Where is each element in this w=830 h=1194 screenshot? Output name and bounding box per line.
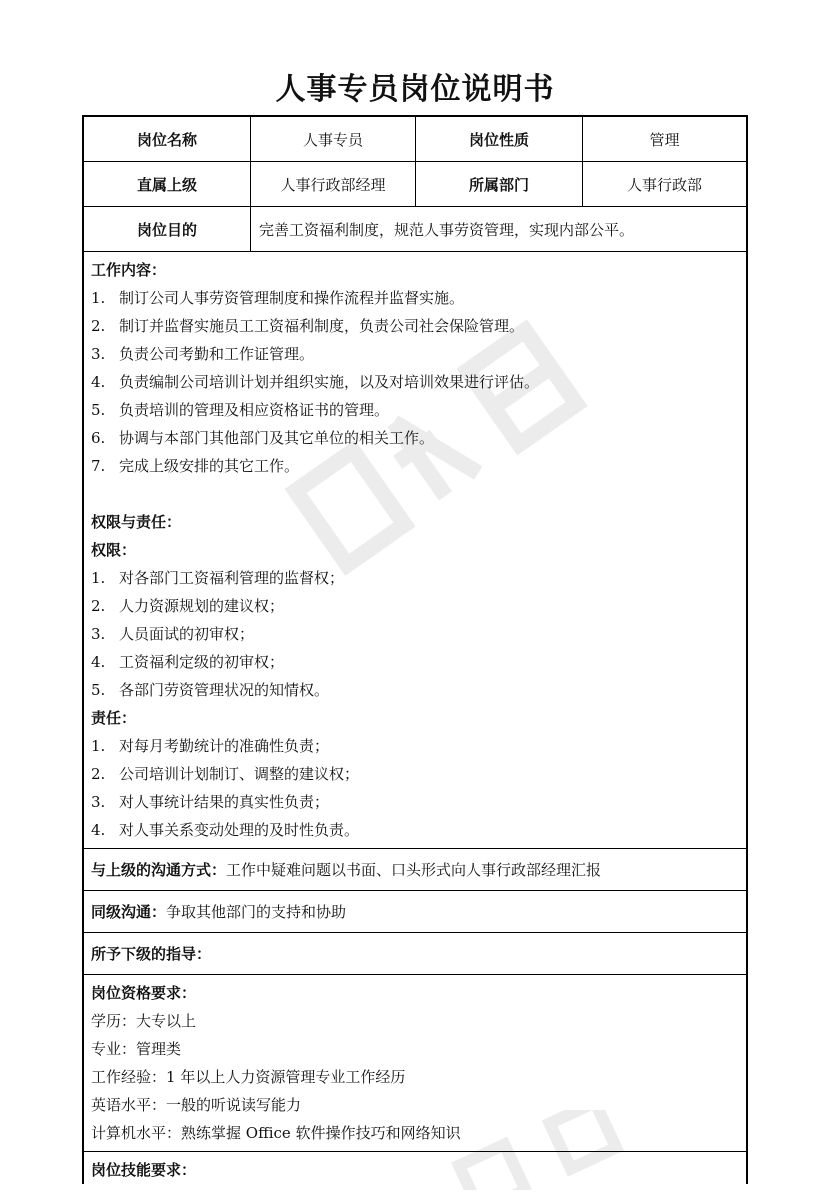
table-row-superior xyxy=(84,162,746,207)
list-item: 英语水平：一般的听说读写能力 xyxy=(91,1096,302,1114)
list-item: 4. 负责编制公司培训计划并组织实施，以及对培训效果进行评估。 xyxy=(91,373,540,391)
list-item: 专业：管理类 xyxy=(91,1040,182,1058)
list-item: 学历：大专以上 xyxy=(91,1012,197,1030)
list-item: 2. 人力资源规划的建议权； xyxy=(91,597,285,615)
list-item: 工作经验：1 年以上人力资源管理专业工作经历 xyxy=(91,1068,406,1086)
list-item: 5. 各部门劳资管理状况的知情权。 xyxy=(91,681,330,699)
skills-heading: 岗位技能要求： xyxy=(91,1161,197,1179)
table-row-position xyxy=(84,117,746,162)
list-item: 6. 协调与本部门其他部门及其它单位的相关工作。 xyxy=(91,429,435,447)
list-item: 5. 负责培训的管理及相应资格证书的管理。 xyxy=(91,401,390,419)
powers-heading: 权限： xyxy=(91,541,137,559)
purpose-label: 岗位目的 xyxy=(84,207,251,251)
list-item: 1. 对各部门工资福利管理的监督权； xyxy=(91,569,345,587)
guidance-label: 所予下级的指导： xyxy=(91,945,212,963)
list-item: 1. 制订公司人事劳资管理制度和操作流程并监督实施。 xyxy=(91,289,465,307)
qualifications-heading: 岗位资格要求： xyxy=(91,984,197,1002)
position-nature-value: 管理 xyxy=(649,130,680,149)
communication-peer-label: 同级沟通： xyxy=(91,903,167,921)
list-item: 2. 公司培训计划制订、调整的建议权； xyxy=(91,765,360,783)
authority-heading: 权限与责任： xyxy=(91,513,182,531)
list-item: 1. 对每月考勤统计的准确性负责； xyxy=(91,737,330,755)
list-item: 4. 工资福利定级的初审权； xyxy=(91,653,285,671)
list-item: 3. 人员面试的初审权； xyxy=(91,625,255,643)
communication-peer-value: 争取其他部门的支持和协助 xyxy=(166,903,347,921)
table-row-communication-up xyxy=(84,849,746,891)
duties-heading: 责任： xyxy=(91,709,137,727)
communication-up-value: 工作中疑难问题以书面、口头形式向人事行政部经理汇报 xyxy=(226,861,602,879)
table-row-purpose xyxy=(84,207,746,252)
superior-value: 人事行政部经理 xyxy=(251,162,416,206)
purpose-value: 完善工资福利制度，规范人事劳资管理，实现内部公平。 xyxy=(259,220,635,239)
table-row-qualifications xyxy=(84,975,746,1152)
position-name-label: 岗位名称 xyxy=(84,117,251,161)
communication-up-label: 与上级的沟通方式： xyxy=(91,861,227,879)
superior-label: 直属上级 xyxy=(84,162,251,206)
position-nature-label: 岗位性质 xyxy=(416,117,583,161)
table-row-guidance xyxy=(84,933,746,975)
list-item: 3. 对人事统计结果的真实性负责； xyxy=(91,793,330,811)
list-item: 4. 对人事关系变动处理的及时性负责。 xyxy=(91,821,360,839)
communication-up xyxy=(84,849,608,890)
communication-peer xyxy=(84,891,353,932)
table-row-work-authority xyxy=(84,252,746,849)
table-row-skills xyxy=(84,1152,746,1184)
list-item: 2. 制订并监督实施员工工资福利制度，负责公司社会保险管理。 xyxy=(91,317,525,335)
spacer xyxy=(91,480,739,508)
position-name-value: 人事专员 xyxy=(251,117,416,161)
guidance xyxy=(84,933,218,974)
table-row-communication-peer xyxy=(84,891,746,933)
department-label: 所属部门 xyxy=(416,162,583,206)
work-heading: 工作内容： xyxy=(91,261,167,279)
qualifications-section xyxy=(84,975,746,1151)
list-item: 7. 完成上级安排的其它工作。 xyxy=(91,457,300,475)
list-item: 计算机水平：熟练掌握 Office 软件操作技巧和网络知识 xyxy=(91,1124,461,1142)
department-value: 人事行政部 xyxy=(626,175,702,194)
list-item: 3. 负责公司考勤和工作证管理。 xyxy=(91,345,315,363)
page-title: 人事专员岗位说明书 xyxy=(275,72,555,107)
work-authority-section xyxy=(84,252,746,848)
skills-section xyxy=(84,1152,746,1184)
job-description-table xyxy=(82,115,748,1184)
